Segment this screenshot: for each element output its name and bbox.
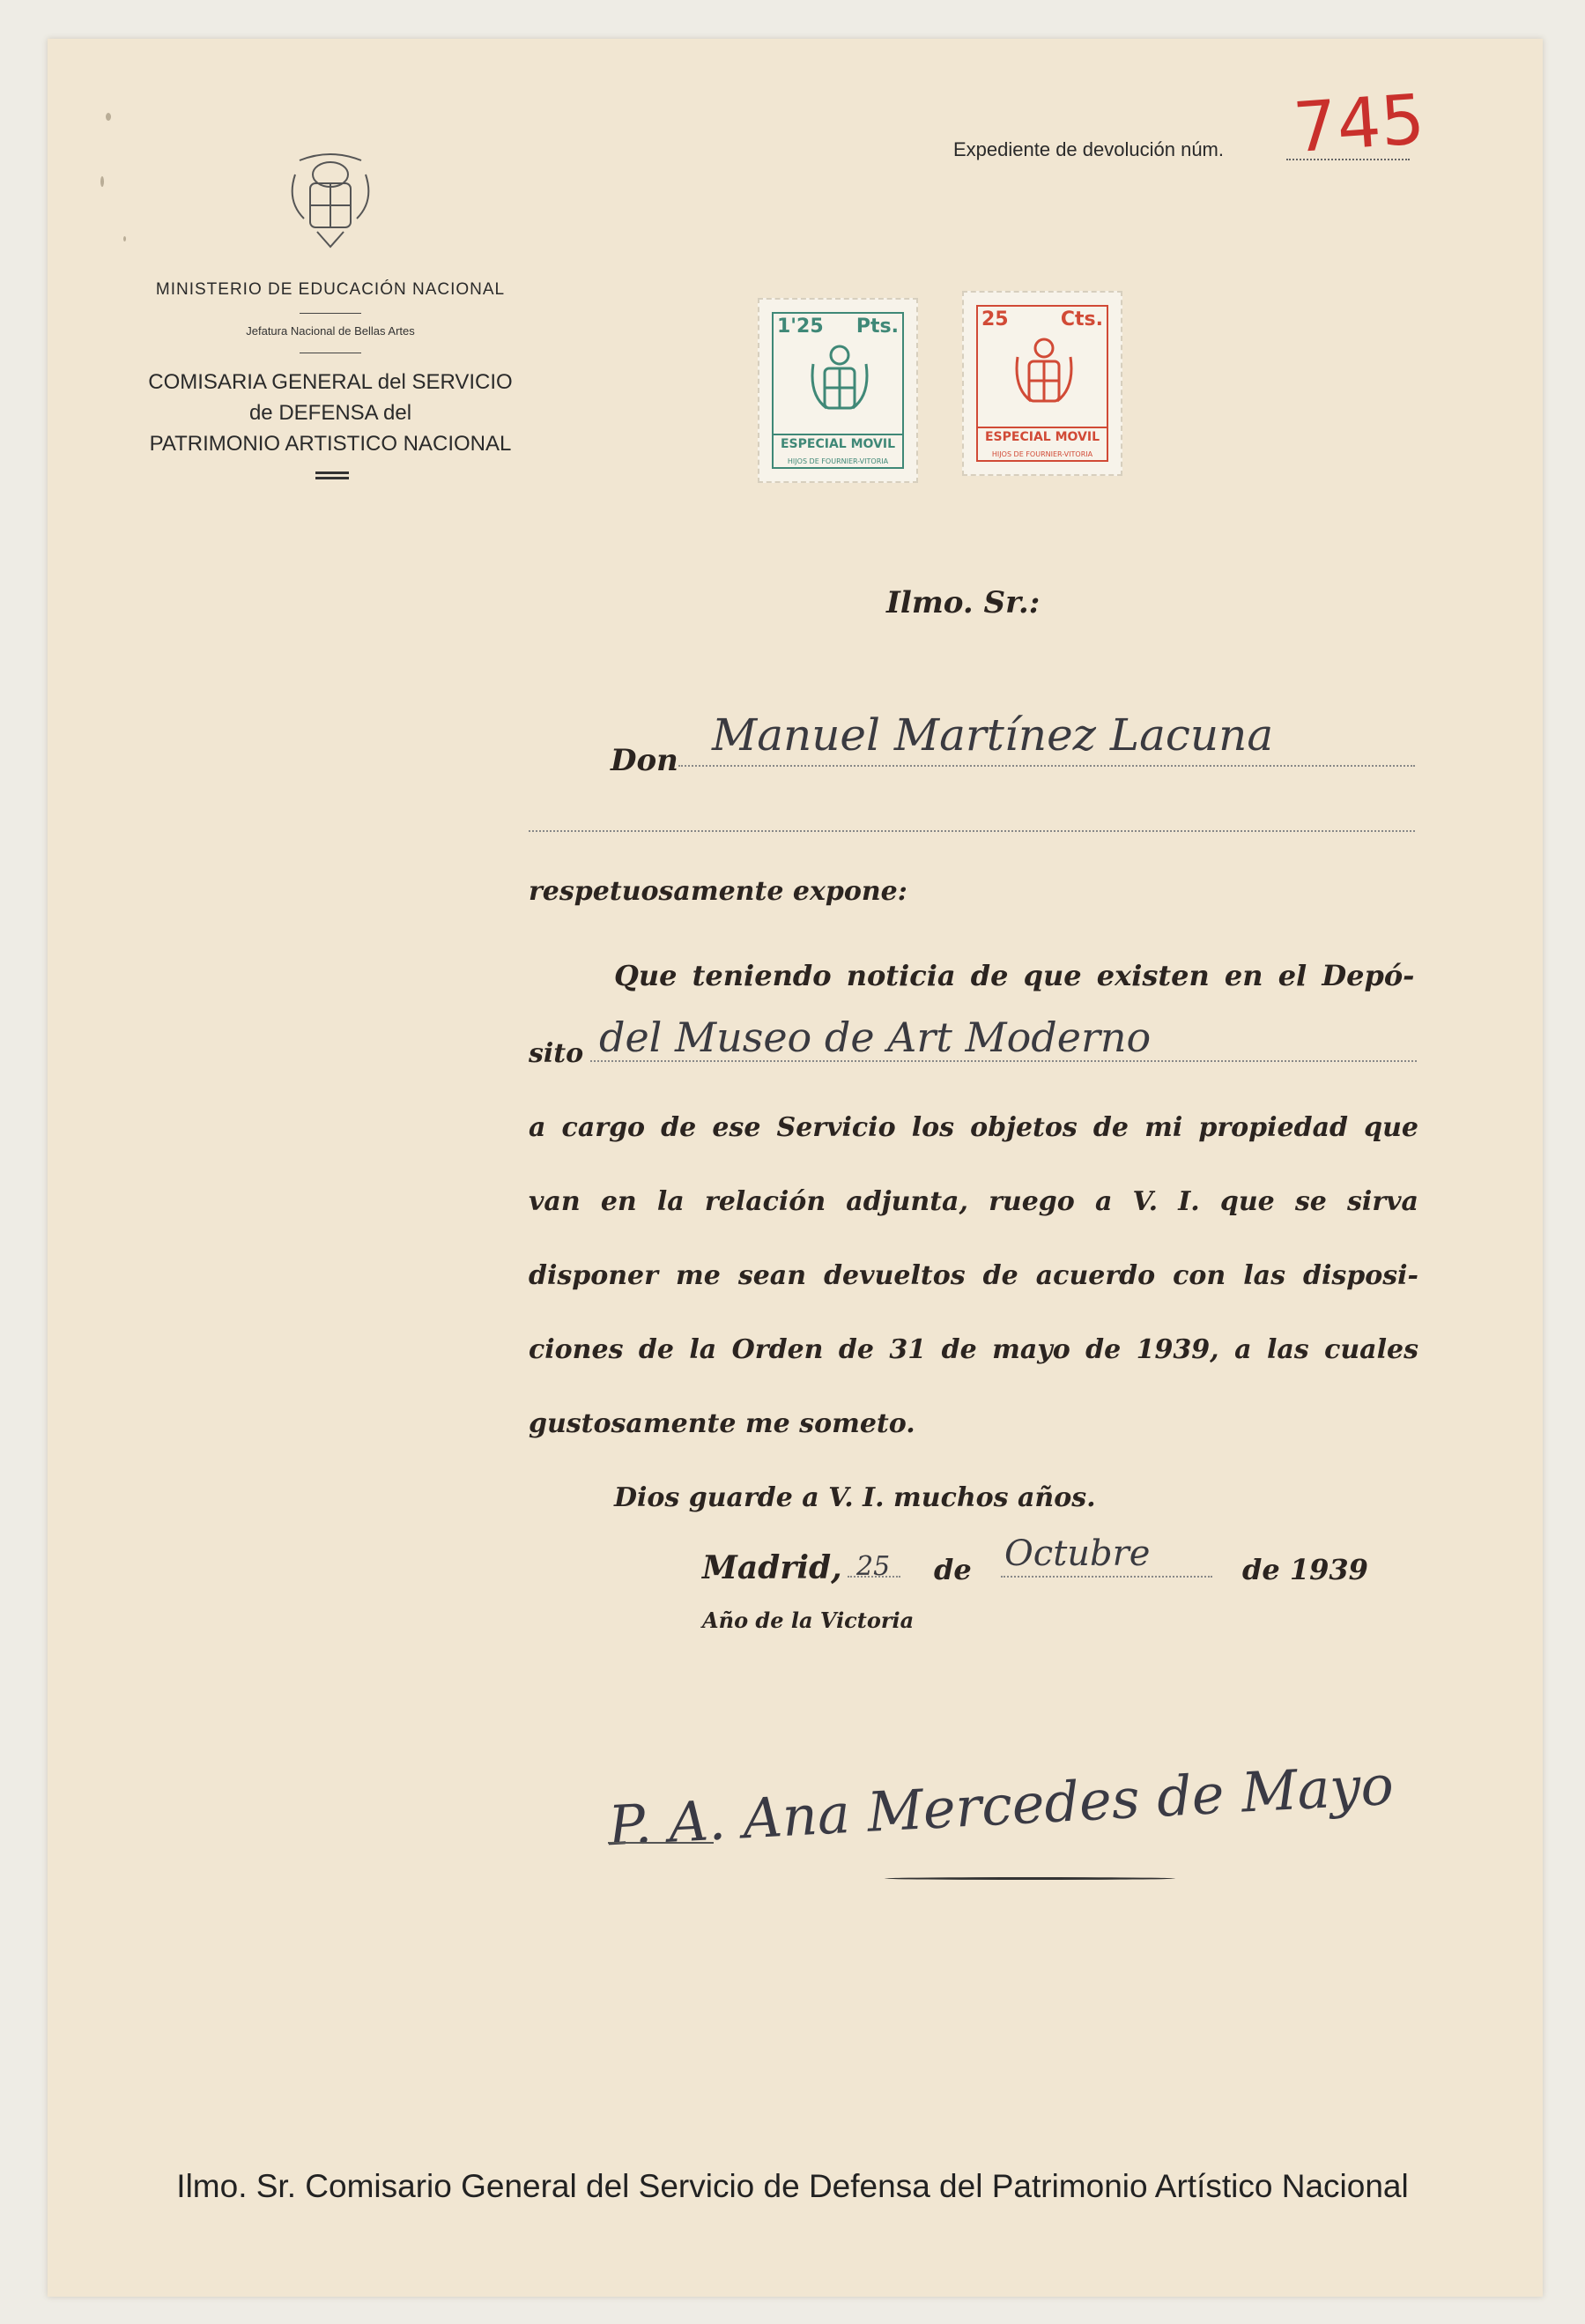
stamp-currency: Pts. [855,316,899,338]
signature-stroke [885,1877,1175,1880]
ministry-name: MINISTERIO DE EDUCACIÓN NACIONAL [155,280,506,299]
eagle-icon [809,342,870,430]
signature: P. A. Ana Mercedes de Mayo [606,1752,1396,1859]
date-month: Octubre [1004,1533,1151,1574]
date-year: de 1939 [1242,1553,1368,1586]
expone-text: respetuosamente expone: [529,876,907,907]
paragraph-line: a cargo de ese Servicio los objetos de mi propiedad que [529,1112,1418,1143]
closing-text: Dios guarde a V. I. muchos años. [614,1482,1096,1513]
jefatura-name: Jefatura Nacional de Bellas Artes [246,324,415,338]
stamp-frame [976,305,1108,462]
stamp-printer: HIJOS DE FOURNIER-VITORIA [991,450,1093,458]
salutation: Ilmo. Sr.: [886,585,1041,620]
stamp-caption: ESPECIAL MOVIL [978,427,1107,444]
dotted-line [1001,1576,1212,1578]
dotted-line [529,830,1415,832]
revenue-stamp [758,298,918,483]
applicant-name: Manuel Martínez Lacuna [712,709,1274,761]
comisaria-line: PATRIMONIO ARTISTICO NACIONAL [149,432,512,456]
revenue-stamp [962,291,1122,476]
year-label: Año de la Victoria [702,1607,915,1633]
paragraph-line: ciones de la Orden de 31 de mayo de 1939, a las cuales [529,1334,1418,1365]
paper-speck [100,176,104,187]
place-label: Madrid, [702,1549,842,1586]
stamp-printer: HIJOS DE FOURNIER-VITORIA [787,457,889,465]
date-de: de [934,1553,972,1586]
signature-underline [608,1842,714,1844]
addressee-footer: Ilmo. Sr. Comisario General del Servicio de Defensa del Patrimonio Artístico Nacional [176,2168,1409,2204]
paragraph-line: disponer me sean devueltos de acuerdo con las disposi- [529,1260,1418,1291]
expediente-label: Expediente de devolución núm. [953,138,1224,160]
expediente-number: 745 [1291,79,1427,169]
comisaria-line: COMISARIA GENERAL del SERVICIO [148,370,513,394]
divider [300,313,361,314]
paragraph-line: van en la relación adjunta, ruego a V. I. que se sirva [529,1186,1418,1217]
dotted-line [678,765,1415,767]
don-label: Don [611,743,678,778]
date-day: 25 [856,1551,891,1582]
double-rule [315,471,349,479]
coat-of-arms-icon [282,148,379,254]
deposit-name: del Museo de Art Moderno [599,1014,1152,1061]
eagle-icon [1013,335,1075,423]
stamp-currency: Cts. [1060,308,1103,330]
paragraph-line: gustosamente me someto. [529,1408,915,1439]
comisaria-name [123,367,537,459]
stamp-caption: ESPECIAL MOVIL [774,434,902,451]
paper-speck [123,236,126,241]
stamp-frame [772,312,904,469]
sito-label: sito [529,1038,584,1069]
paragraph-line: Que teniendo noticia de que existen en el Depó- [614,959,1415,992]
stamp-value: 1'25 [777,316,824,338]
comisaria-line: de DEFENSA del [248,401,412,425]
stamp-value: 25 [981,308,1009,330]
paper-speck [106,113,111,121]
